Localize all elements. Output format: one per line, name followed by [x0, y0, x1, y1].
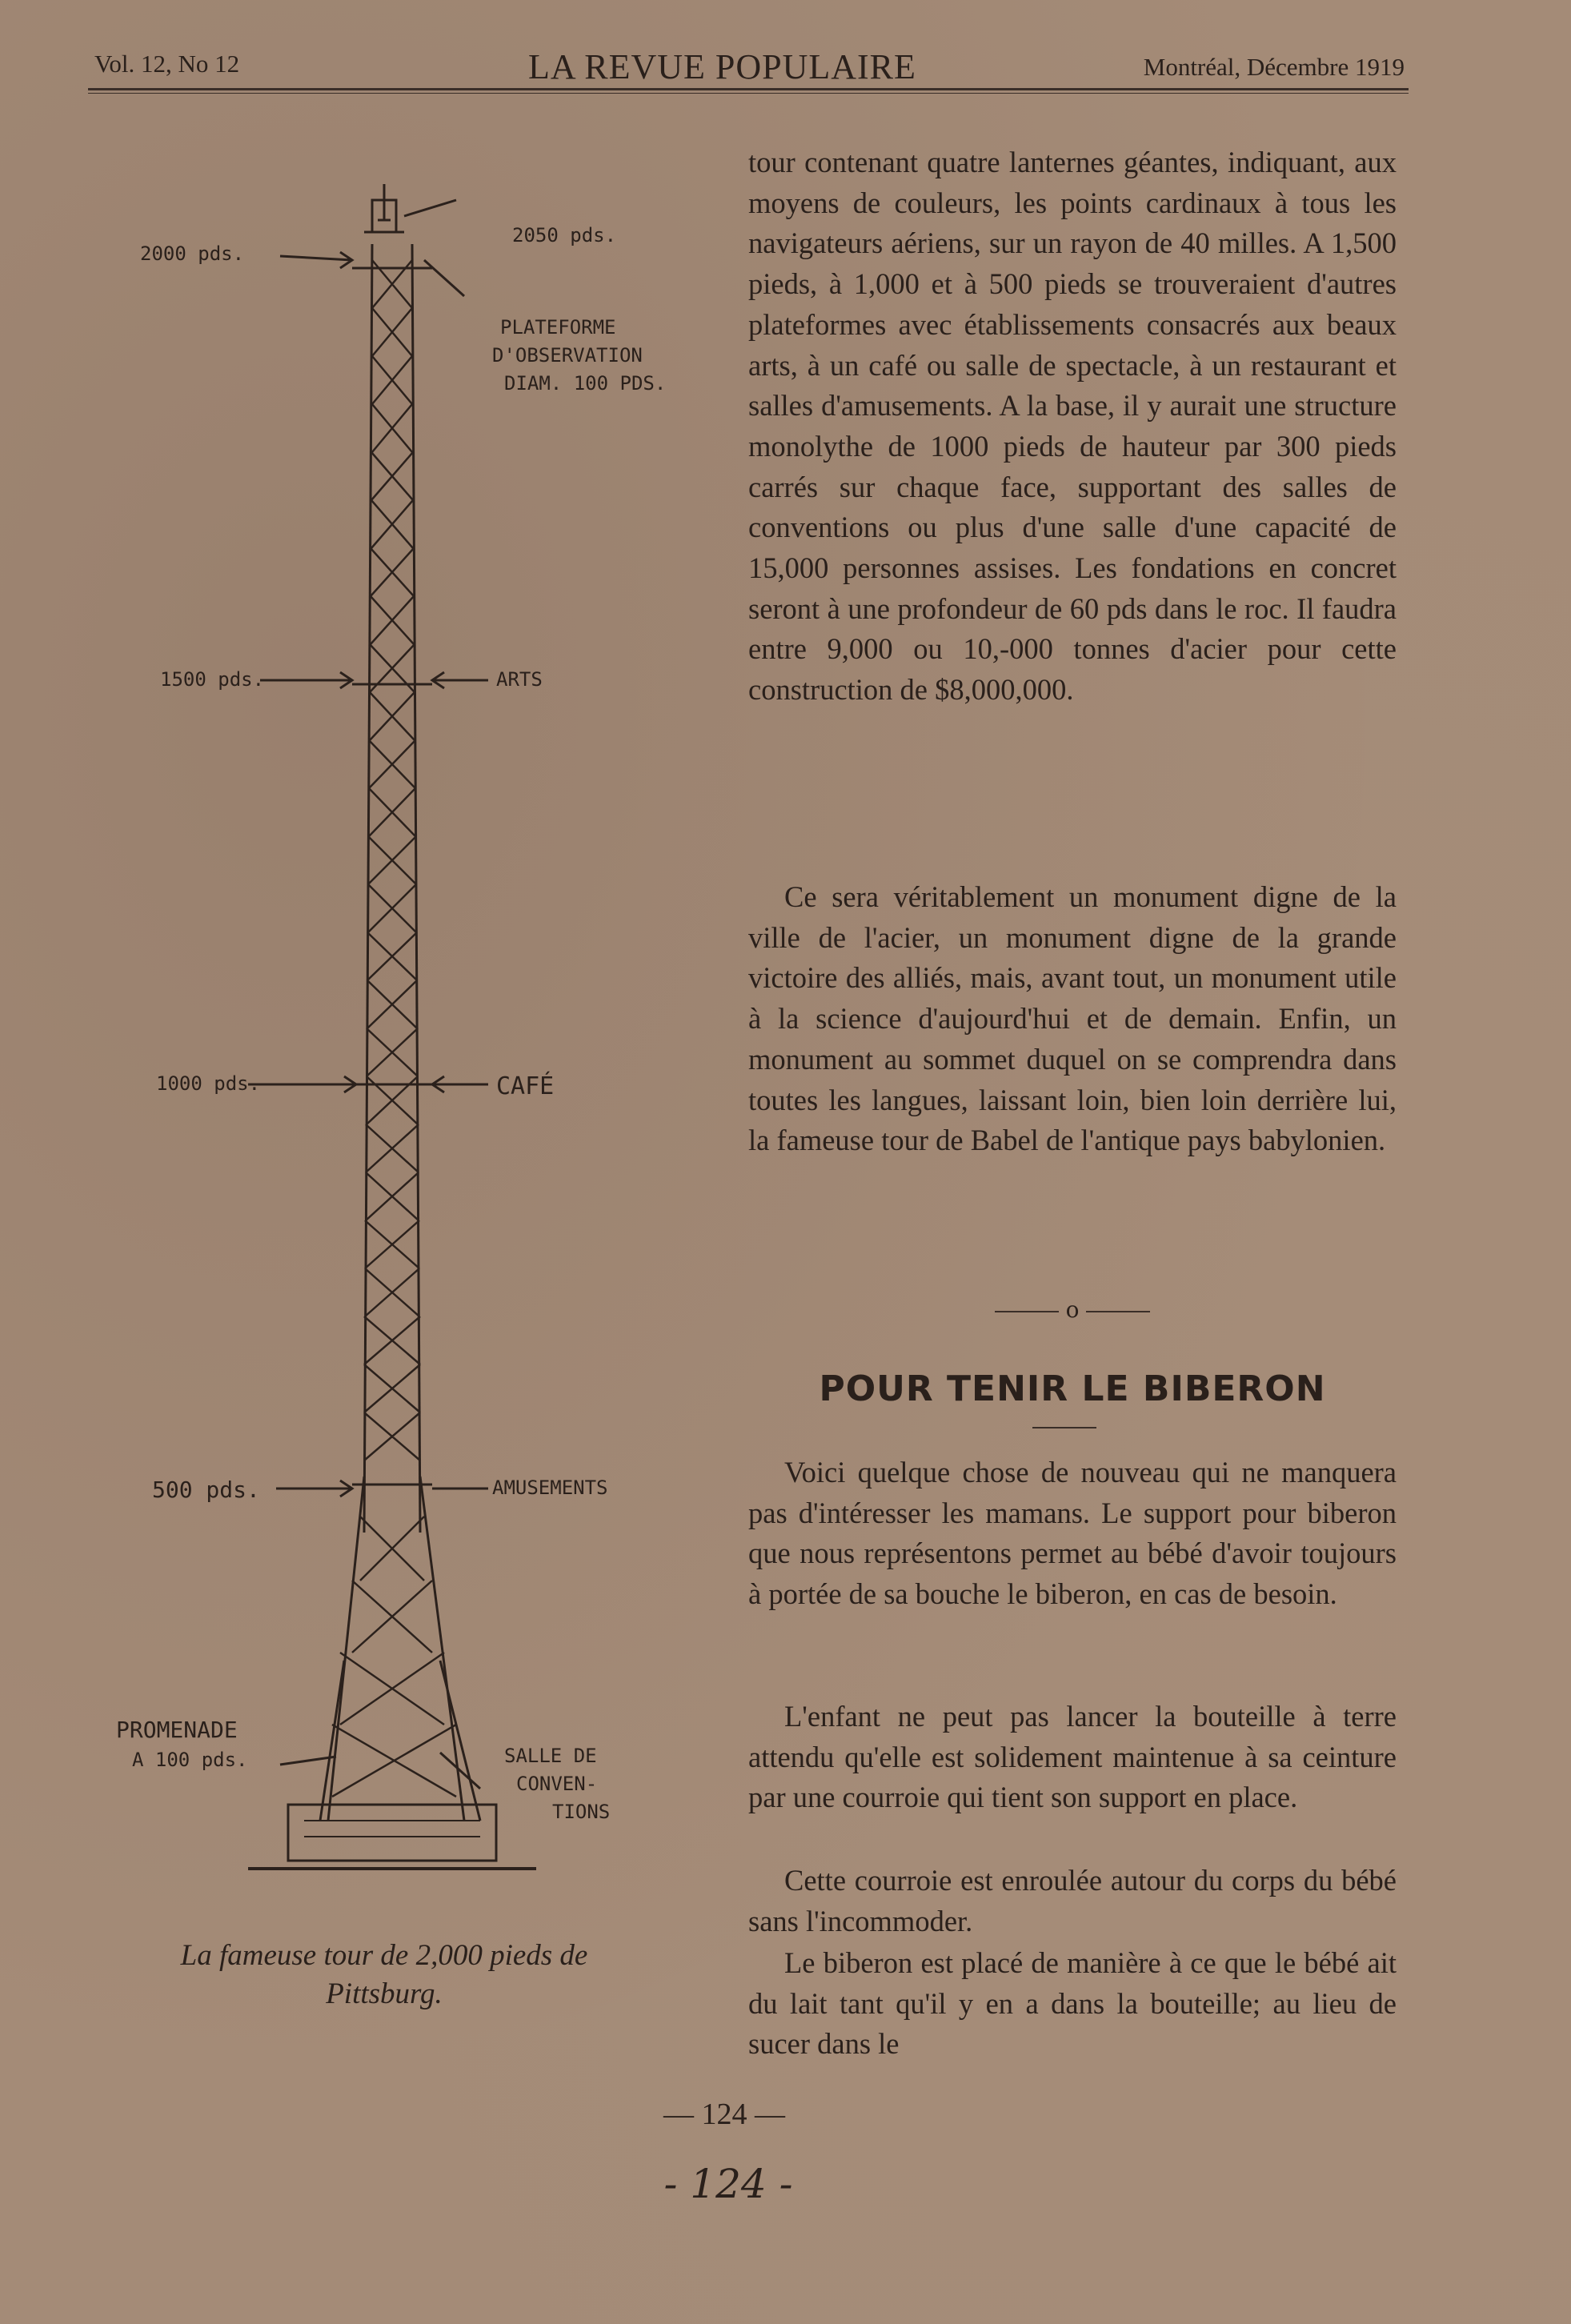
journal-title: LA REVUE POPULAIRE [528, 47, 916, 86]
label-salle-line2: CONVEN- [516, 1773, 598, 1795]
label-salle-line1: SALLE DE [504, 1745, 597, 1767]
figure-caption [104, 1937, 664, 2013]
biberon-paragraph-1: Voici quelque chose de nouveau qui ne manquera pas d'intéresser les mamans. Le support pour biberon que nous représentons permet au bébé d'avoir toujours à portée de sa bouche le biberon, en cas de besoin. [748, 1456, 1397, 1611]
label-platform-line2: D'OBSERVATION [492, 344, 643, 367]
article-continuation: tour contenant quatre lanternes géantes, indiquant, aux moyens de couleurs, les points cardinaux à tous les navigateurs aériens, sur un rayon de 40 milles. A 1,500 pieds, à 1,000 et à 500 pieds se trouveraient d'autres plateformes avec établissements consacrés aux beaux arts, à un café ou salle de spectacle, à un restaurant et salles d'amusements. A la base, il y aurait une structure monolythe de 1000 pieds de hauteur par 300 pieds carrés sur chaque face, supportant des salles de conventions ou plus d'une salle d'une capacité de 15,000 personnes assises. Les fondations en concret seront à une profondeur de 60 pds dans le roc. Il faudra entre 9,000 ou 10,-000 tonnes d'acier pour cette construction de $8,000,000. [748, 146, 1397, 707]
label-amusements: AMUSEMENTS [492, 1477, 608, 1499]
section-title: POUR TENIR LE BIBERON [819, 1368, 1326, 1409]
label-500-feet: 500 pds. [152, 1477, 260, 1503]
label-platform-line1: PLATEFORME [500, 316, 616, 339]
label-cafe: CAFÉ [496, 1072, 555, 1100]
label-platform-line3: DIAM. 100 PDS. [504, 372, 667, 395]
label-promenade-line2: A 100 pds. [132, 1749, 248, 1771]
divider-right-rule [1086, 1311, 1150, 1312]
label-1000-feet: 1000 pds. [156, 1072, 261, 1095]
tower-illustration [88, 156, 696, 1957]
divider-left-rule [995, 1311, 1059, 1312]
caption-line1: La fameuse tour de 2,000 pieds de [180, 1939, 588, 1972]
handwritten-page-number: - 124 - [663, 2161, 793, 2207]
header-rule [88, 88, 1409, 90]
place-date: Montréal, Décembre 1919 [1143, 53, 1405, 81]
header-rule-thin [88, 93, 1409, 94]
caption-line2: Pittsburg. [326, 1977, 443, 2010]
label-promenade-line1: PROMENADE [116, 1717, 238, 1743]
section-title-rule [1032, 1427, 1096, 1428]
biberon-paragraph-2: L'enfant ne peut pas lancer la bouteille à terre attendu qu'elle est solidement maintenue à sa ceinture par une courroie qui tient son support en place. [748, 1700, 1397, 1814]
label-salle-line3: TIONS [552, 1801, 611, 1823]
label-2000-feet: 2000 pds. [140, 242, 245, 265]
biberon-paragraph-4: Le biberon est placé de manière à ce que le bébé ait du lait tant qu'il y en a dans la bouteille; au lieu de sucer dans le [748, 1946, 1397, 2061]
label-2050-feet: 2050 pds. [512, 224, 617, 246]
tower-drawing [88, 156, 696, 1941]
volume-number: Vol. 12, No 12 [94, 50, 240, 78]
biberon-paragraph-3: Cette courroie est enroulée autour du corps du bébé sans l'incommoder. [748, 1864, 1397, 1937]
divider-mark: o [1065, 1296, 1080, 1323]
page-header [88, 46, 1409, 102]
label-1500-feet: 1500 pds. [160, 668, 265, 691]
article-monument-paragraph: Ce sera véritablement un monument digne de la ville de l'acier, un monument digne de la grande victoire des alliés, mais, avant tout, un monument utile à la science d'aujourd'hui et de demain. Enfin, un monument au sommet duquel on se comprendra dans toutes les langues, laissant loin, bien loin derrière lui, la fameuse tour de Babel de l'antique pays babylonien. [748, 880, 1397, 1157]
label-arts: ARTS [496, 668, 543, 691]
section-divider [984, 1296, 1160, 1323]
page-number: — 124 — [663, 2098, 785, 2131]
